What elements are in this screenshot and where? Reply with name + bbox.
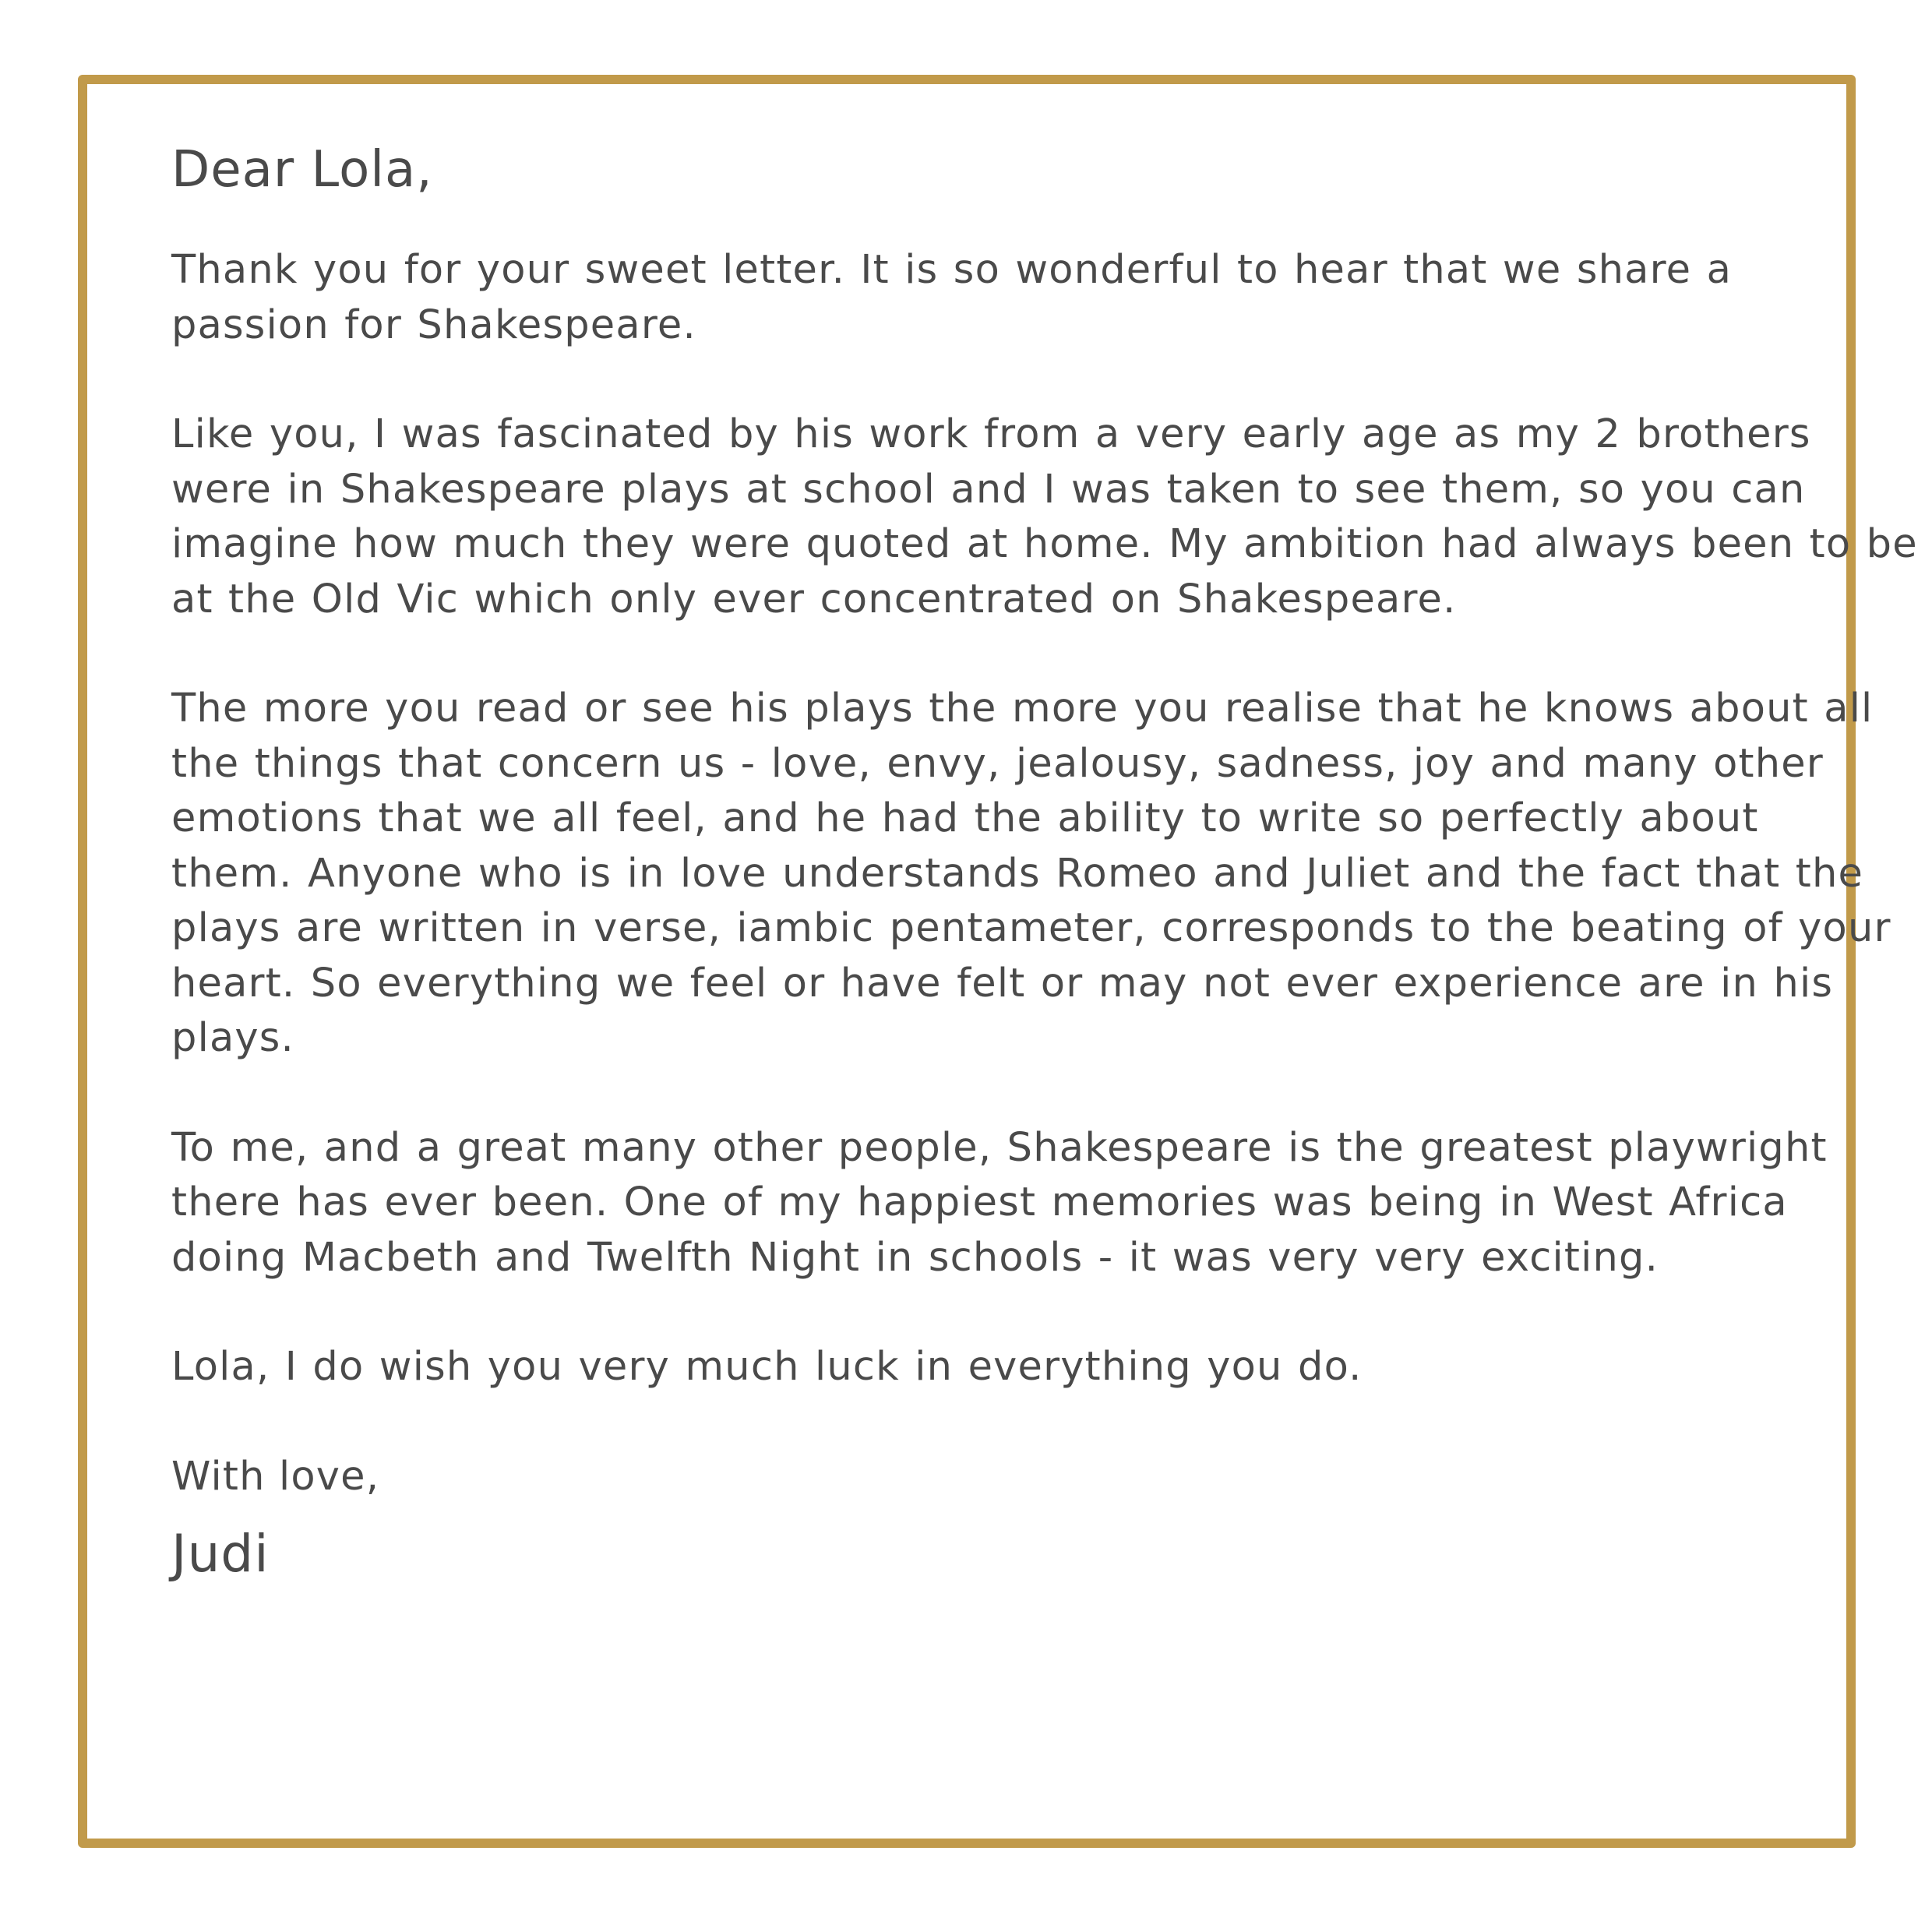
- text-line: passion for Shakespeare.: [171, 301, 696, 348]
- text-line: emotions that we all feel, and he had the ability to write so perfectly about: [171, 795, 1759, 841]
- closing: With love,: [171, 1453, 380, 1500]
- text-line: Like you, I was fascinated by his work from a very early age as my 2 brothers: [171, 411, 1811, 457]
- letter-frame: [78, 75, 1918, 1848]
- signature: Judi: [171, 1523, 270, 1584]
- text-line: doing Macbeth and Twelfth Night in schools - it was very very exciting.: [171, 1234, 1659, 1281]
- letter-body: [171, 139, 1918, 1585]
- text-line: were in Shakespeare plays at school and I was taken to see them, so you can: [171, 466, 1806, 513]
- paragraph-2: [171, 407, 1918, 627]
- text-line: Thank you for your sweet letter. It is so wonderful to hear that we share a: [171, 247, 1733, 293]
- text-line: there has ever been. One of my happiest memories was being in West Africa: [171, 1179, 1788, 1225]
- paragraph-3: [171, 682, 1891, 1066]
- text-line: at the Old Vic which only ever concentrated on Shakespeare.: [171, 576, 1457, 622]
- text-line: them. Anyone who is in love understands Romeo and Juliet and the fact that the: [171, 850, 1864, 897]
- paragraph-4: [171, 1121, 1828, 1286]
- text-line: To me, and a great many other people, Shakespeare is the greatest playwright: [171, 1124, 1828, 1171]
- text-line: plays are written in verse, iambic pentameter, corresponds to the beating of your: [171, 905, 1891, 951]
- text-line: The more you read or see his plays the more you realise that he knows about all: [171, 686, 1874, 732]
- paragraph-1: [171, 243, 1792, 353]
- salutation: Dear Lola,: [171, 141, 433, 199]
- text-line: heart. So everything we feel or have felt or may not ever experience are in his: [171, 960, 1834, 1007]
- text-line: plays.: [171, 1015, 294, 1061]
- paragraph-5: [171, 1340, 1792, 1395]
- text-line: Lola, I do wish you very much luck in everything you do.: [171, 1344, 1363, 1390]
- text-line: the things that concern us - love, envy, jealousy, sadness, joy and many other: [171, 740, 1824, 787]
- text-line: imagine how much they were quoted at home. My ambition had always been to be: [171, 521, 1918, 567]
